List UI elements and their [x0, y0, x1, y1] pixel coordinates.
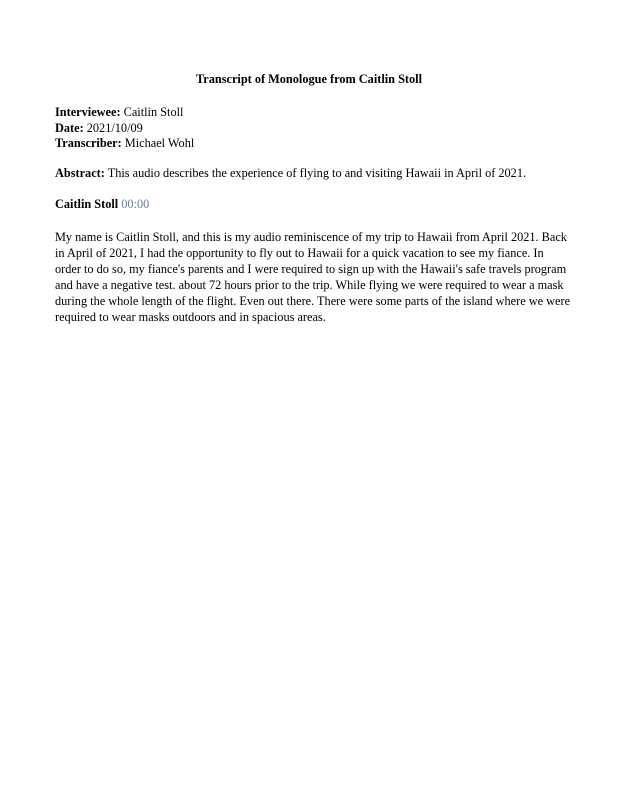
speaker-timestamp[interactable]: 00:00	[118, 197, 150, 211]
transcript-line: during the whole length of the flight. Even out there. There were some parts of the island where we were	[55, 294, 571, 308]
date-line	[55, 121, 194, 137]
interviewee-value: Caitlin Stoll	[120, 105, 184, 119]
interviewee-label: Interviewee:	[55, 105, 121, 119]
date-value: 2021/10/09	[83, 120, 143, 135]
interviewee-line	[55, 105, 194, 121]
transcript-line: My name is Caitlin Stoll, and this is my audio reminiscence of my trip to Hawaii from April 2021. Back	[55, 230, 567, 244]
transcript-line: required to wear masks outdoors and in spacious areas.	[55, 310, 326, 324]
speaker-line	[55, 196, 149, 212]
transcript-line: order to do so, my fiance's parents and I were required to sign up with the Hawaii's safe travels program	[55, 262, 567, 276]
transcriber-value: Michael Wohl	[121, 136, 195, 150]
transcriber-line	[55, 136, 194, 152]
abstract-paragraph	[55, 165, 575, 181]
transcript-line: in April of 2021, I had the opportunity to fly out to Hawaii for a quick vacation to see my fiance. In	[55, 246, 544, 260]
metadata-block	[55, 105, 194, 152]
document-title: Transcript of Monologue from Caitlin Stoll	[195, 72, 422, 86]
transcript-line: and have a negative test. about 72 hours prior to the trip. While flying we were required to wear a mask	[55, 278, 564, 292]
speaker-name: Caitlin Stoll	[55, 197, 119, 211]
abstract-label: Abstract:	[55, 166, 105, 180]
abstract-text: This audio describes the experience of flying to and visiting Hawaii in April of 2021.	[104, 166, 527, 180]
transcript-body	[55, 229, 571, 325]
transcriber-label: Transcriber:	[55, 136, 122, 150]
date-label: Date:	[55, 120, 84, 135]
